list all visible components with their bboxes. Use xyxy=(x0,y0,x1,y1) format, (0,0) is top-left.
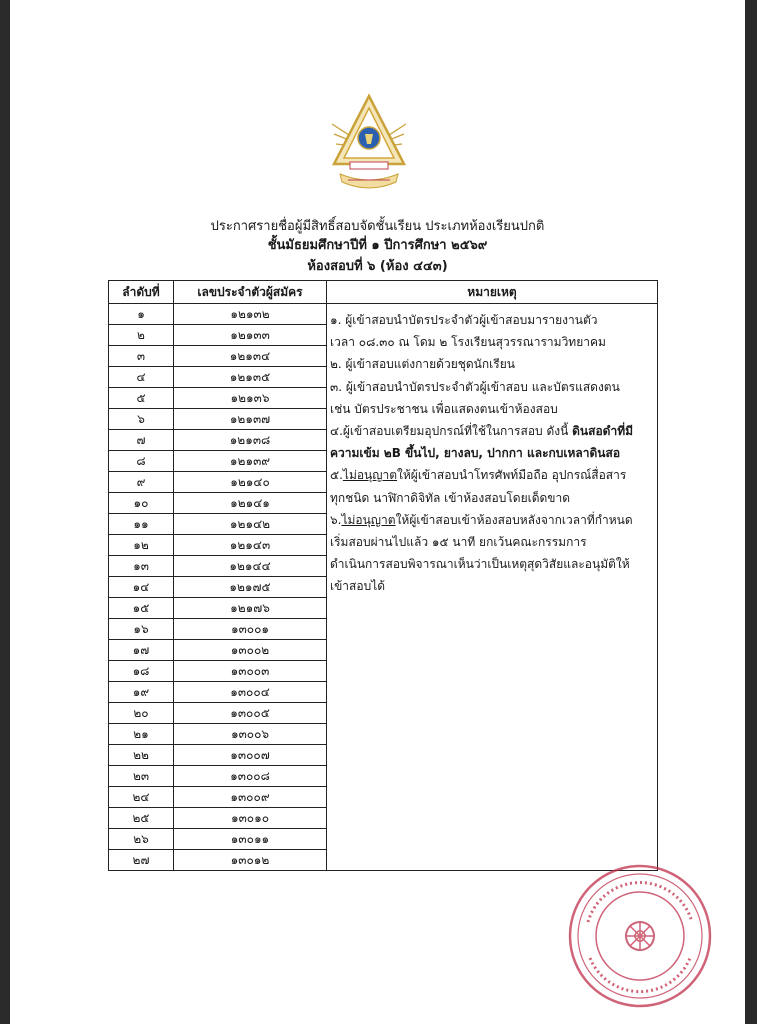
row-candidate-id: ๑๒๑๔๔ xyxy=(174,556,327,577)
row-candidate-id: ๑๒๑๔๒ xyxy=(174,514,327,535)
remark-5-number: ๕. xyxy=(330,468,343,483)
row-order: ๒๓ xyxy=(109,766,174,787)
row-order: ๑ xyxy=(109,304,174,325)
row-order: ๑๗ xyxy=(109,640,174,661)
school-seal-stamp-icon xyxy=(566,862,714,1010)
row-candidate-id: ๑๒๑๓๕ xyxy=(174,367,327,388)
remark-1-line-1: ๑. ผู้เข้าสอบนำบัตรประจำตัวผู้เข้าสอบมารายงานตัว xyxy=(330,313,598,327)
row-order: ๔ xyxy=(109,367,174,388)
remark-6-line-2: เริ่มสอบผ่านไปแล้ว ๑๕ นาที ยกเว้นคณะกรรมการ xyxy=(330,535,587,550)
row-candidate-id: ๑๓๐๐๑ xyxy=(174,619,327,640)
remark-3-line-1: ๓. ผู้เข้าสอบนำบัตรประจำตัวผู้เข้าสอบ และบัตรแสดงตน xyxy=(330,379,620,394)
row-candidate-id: ๑๒๑๓๘ xyxy=(174,430,327,451)
remark-4-text: ๔.ผู้เข้าสอบเตรียมอุปกรณ์ที่ใช้ในการสอบ ดังนี้ xyxy=(330,424,573,439)
row-order: ๙ xyxy=(109,472,174,493)
remarks-block xyxy=(330,309,646,598)
row-order: ๑๔ xyxy=(109,577,174,598)
row-order: ๘ xyxy=(109,451,174,472)
row-candidate-id: ๑๒๑๔๓ xyxy=(174,535,327,556)
header-remarks: หมายเหตุ xyxy=(327,281,658,304)
row-order: ๑๑ xyxy=(109,514,174,535)
remark-6-line-4: เข้าสอบได้ xyxy=(330,579,386,594)
row-candidate-id: ๑๒๑๓๗ xyxy=(174,409,327,430)
remark-3-line-2: เช่น บัตรประชาชน เพื่อแสดงตนเข้าห้องสอบ xyxy=(330,401,558,416)
remark-6-underlined: ไม่อนุญาต xyxy=(341,512,396,527)
remark-5-line-2: ทุกชนิด นาฬิกาดิจิทัล เข้าห้องสอบโดยเด็ดขาด xyxy=(330,490,571,505)
row-candidate-id: ๑๒๑๓๙ xyxy=(174,451,327,472)
row-order: ๑๖ xyxy=(109,619,174,640)
row-candidate-id: ๑๒๑๗๖ xyxy=(174,598,327,619)
row-order: ๑๙ xyxy=(109,682,174,703)
remark-6-number: ๖. xyxy=(330,512,342,527)
header-order: ลำดับที่ xyxy=(109,281,174,304)
row-order: ๒๕ xyxy=(109,808,174,829)
row-candidate-id: ๑๒๑๓๒ xyxy=(174,304,327,325)
remark-4-line-1 xyxy=(330,420,646,442)
row-order: ๒๒ xyxy=(109,745,174,766)
row-order: ๑๕ xyxy=(109,598,174,619)
remark-1-line-2: เวลา ๐๘.๓๐ ณ โดม ๒ โรงเรียนสุวรรณารามวิทยาคม xyxy=(330,335,606,350)
row-order: ๑๓ xyxy=(109,556,174,577)
announcement-title: ประกาศรายชื่อผู้มีสิทธิ์สอบจัดชั้นเรียน ประเภทห้องเรียนปกติ xyxy=(210,219,545,234)
row-candidate-id: ๑๒๑๗๕ xyxy=(174,577,327,598)
row-candidate-id: ๑๓๐๑๒ xyxy=(174,850,327,871)
remark-4-bold: ดินสอดำที่มี xyxy=(572,424,634,439)
remark-5-line-1 xyxy=(330,464,646,486)
remark-6-text: ให้ผู้เข้าสอบเข้าห้องสอบหลังจากเวลาที่กำหนด xyxy=(395,512,633,527)
school-emblem-icon xyxy=(328,90,410,202)
header-candidate-id: เลขประจำตัวผู้สมัคร xyxy=(174,281,327,304)
row-order: ๑๘ xyxy=(109,661,174,682)
row-order: ๒๗ xyxy=(109,850,174,871)
row-candidate-id: ๑๓๐๐๒ xyxy=(174,640,327,661)
row-candidate-id: ๑๓๐๐๓ xyxy=(174,661,327,682)
row-order: ๕ xyxy=(109,388,174,409)
remark-2: ๒. ผู้เข้าสอบแต่งกายด้วยชุดนักเรียน xyxy=(330,357,515,372)
row-candidate-id: ๑๒๑๔๑ xyxy=(174,493,327,514)
remark-6-line-3: ดำเนินการสอบพิจารณาเห็นว่าเป็นเหตุสุดวิสัยและอนุมัติให้ xyxy=(330,557,630,572)
row-candidate-id: ๑๓๐๐๖ xyxy=(174,724,327,745)
row-candidate-id: ๑๒๑๓๓ xyxy=(174,325,327,346)
row-order: ๑๐ xyxy=(109,493,174,514)
row-order: ๒๐ xyxy=(109,703,174,724)
row-candidate-id: ๑๓๐๐๗ xyxy=(174,745,327,766)
row-order: ๖ xyxy=(109,409,174,430)
remark-6-line-1 xyxy=(330,509,646,531)
document-page xyxy=(10,0,745,1024)
row-candidate-id: ๑๓๐๑๑ xyxy=(174,829,327,850)
row-candidate-id: ๑๒๑๔๐ xyxy=(174,472,327,493)
row-candidate-id: ๑๒๑๓๖ xyxy=(174,388,327,409)
table-header-row xyxy=(109,281,658,304)
row-order: ๒๔ xyxy=(109,787,174,808)
remark-5-text: ให้ผู้เข้าสอบนำโทรศัพท์มือถือ อุปกรณ์สื่อสาร xyxy=(397,468,627,483)
row-candidate-id: ๑๓๐๐๘ xyxy=(174,766,327,787)
exam-room-title: ห้องสอบที่ ๖ (ห้อง ๔๔๓) xyxy=(307,259,448,274)
announcement-subtitle: ชั้นมัธยมศึกษาปีที่ ๑ ปีการศึกษา ๒๕๖๙ xyxy=(267,238,488,253)
row-order: ๑๒ xyxy=(109,535,174,556)
row-candidate-id: ๑๓๐๐๕ xyxy=(174,703,327,724)
row-candidate-id: ๑๓๐๑๐ xyxy=(174,808,327,829)
row-order: ๒ xyxy=(109,325,174,346)
row-candidate-id: ๑๓๐๐๙ xyxy=(174,787,327,808)
remark-4-line-2: ความเข้ม ๒B ขึ้นไป, ยางลบ, ปากกา และกบเหลาดินสอ xyxy=(330,446,621,461)
remark-5-underlined: ไม่อนุญาต xyxy=(342,468,398,483)
row-candidate-id: ๑๓๐๐๔ xyxy=(174,682,327,703)
row-candidate-id: ๑๒๑๓๔ xyxy=(174,346,327,367)
row-order: ๒๑ xyxy=(109,724,174,745)
row-order: ๗ xyxy=(109,430,174,451)
row-order: ๒๖ xyxy=(109,829,174,850)
row-order: ๓ xyxy=(109,346,174,367)
